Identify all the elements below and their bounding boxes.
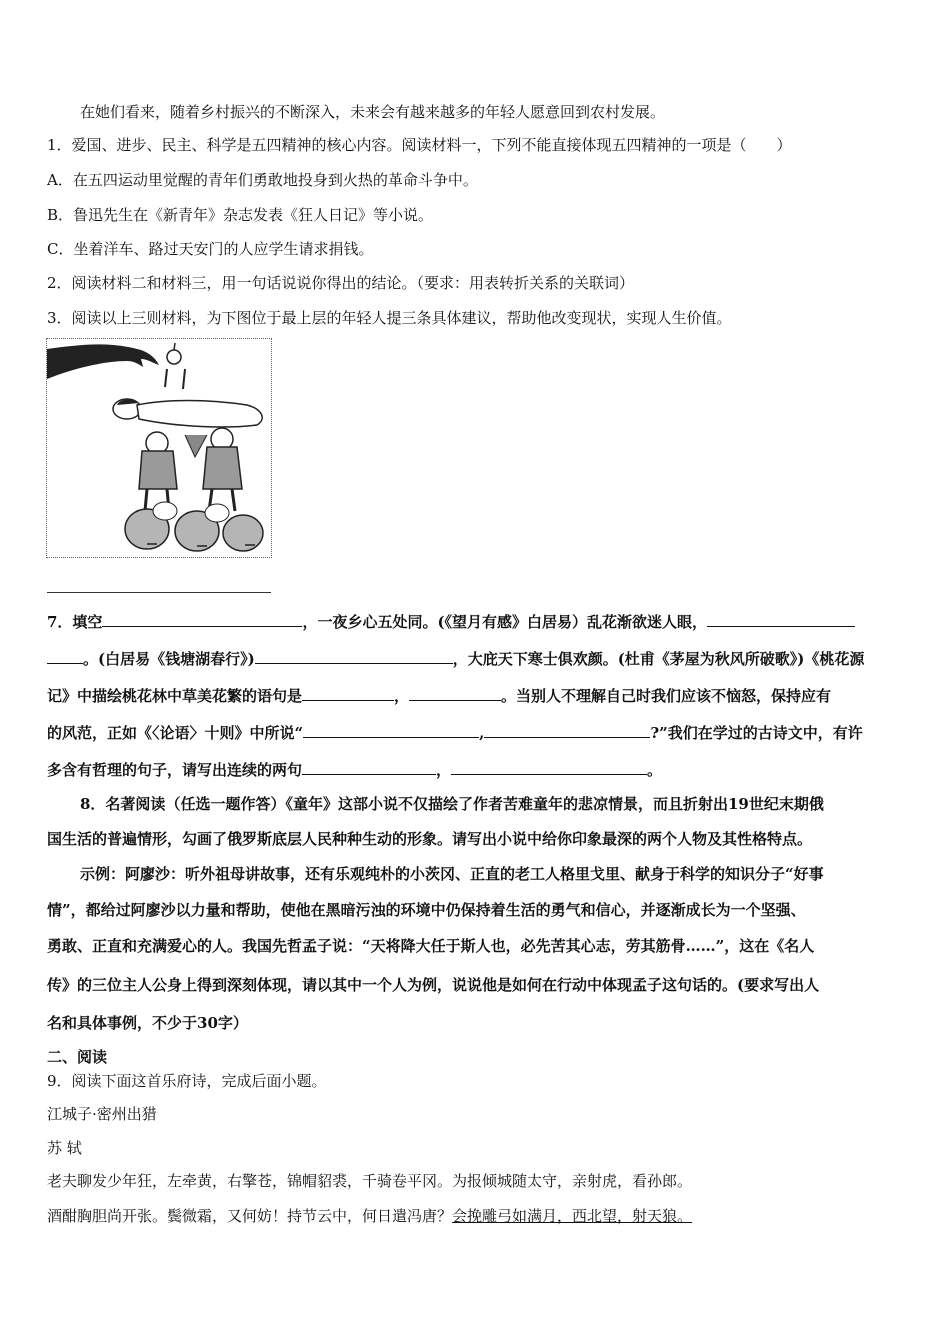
- question-8-line-5: 勇敢、正直和充满爱心的人。我国先哲孟子说：“天将降大任于斯人也，必先苦其心志，劳其筋骨……”，这在《名人: [47, 937, 815, 955]
- q7-text-4: 记》中描绘桃花林中草美花繁的语句是: [47, 687, 303, 705]
- cartoon-drawing: [47, 339, 271, 557]
- question-3: 3．阅读以上三则材料，为下图位于最上层的年轻人提三条具体建议，帮助他改变现状，实现人生价值。: [47, 309, 732, 327]
- q7-text-11: ，: [436, 761, 452, 779]
- poem-line-2: [47, 1206, 692, 1226]
- question-8-line-7: 名和具体事例，不少于30字）: [47, 1014, 248, 1032]
- q7-text-9: ?”我们在学过的古诗文中，有许: [650, 724, 863, 742]
- intro-line: 在她们看来，随着乡村振兴的不断深入，未来会有越来越多的年轻人愿意回到农村发展。: [80, 103, 666, 121]
- question-1-option-b: B．鲁迅先生在《新青年》杂志发表《狂人日记》等小说。: [47, 206, 434, 224]
- poem-title: 江城子·密州出猎: [47, 1105, 157, 1123]
- question-7-line-2: [47, 647, 864, 669]
- question-8-line-4: 情”，都给过阿廖沙以力量和帮助，使他在黑暗污浊的环境中仍保持着生活的勇气和信心，并逐渐成长为一个坚强、: [47, 901, 806, 919]
- question-8-line-6: 传》的三位主人公身上得到深刻体现，请以其中一个人为例，说说他是如何在行动中体现孟子这句话的。(要求写出人: [47, 976, 820, 994]
- question-8-line-3: 示例：阿廖沙：听外祖母讲故事，还有乐观纯朴的小茨冈、正直的老工人格里戈里、献身于科学的知识分子“好事: [80, 865, 824, 883]
- q7-blank-2[interactable]: [707, 610, 855, 627]
- question-1-stem: 1．爱国、进步、民主、科学是五四精神的核心内容。阅读材料一，下列不能直接体现五四精神的一项是（ ）: [47, 136, 792, 154]
- poem-line-1: 老夫聊发少年狂，左牵黄，右擎苍，锦帽貂裘，千骑卷平冈。为报倾城随太守，亲射虎，看孙郎。: [47, 1172, 693, 1190]
- cartoon-illustration: [46, 338, 272, 558]
- q7-blank-1[interactable]: [102, 610, 302, 627]
- question-9: 9．阅读下面这首乐府诗，完成后面小题。: [47, 1072, 327, 1090]
- poem-line-2a: 酒酣胸胆尚开张。鬓微霜，又何妨！持节云中，何日遣冯唐？: [47, 1207, 453, 1225]
- poem-line-2b-underlined: 会挽雕弓如满月，西北望，射天狼。: [452, 1207, 693, 1225]
- q7-blank-5[interactable]: [409, 684, 501, 701]
- poem-author: 苏 轼: [47, 1139, 82, 1157]
- q7-text-2: 。(白居易《钱塘湖春行》): [83, 650, 255, 668]
- q7-text-1: ，一夜乡心五处同。(《望月有感》白居易）乱花渐欲迷人眼，: [302, 613, 708, 631]
- question-7-line-4: [47, 721, 863, 743]
- question-1-option-a: A．在五四运动里觉醒的青年们勇敢地投身到火热的革命斗争中。: [47, 171, 478, 189]
- q7-text-3: ，大庇天下寒士俱欢颜。(杜甫《茅屋为秋风所破歌》)《桃花源: [452, 650, 865, 668]
- q7-blank-6[interactable]: [303, 721, 479, 738]
- q7-text-5: ，: [394, 687, 410, 705]
- question-7-line-1: [47, 610, 855, 632]
- q7-text-10: 多含有哲理的句子，请写出连续的两句: [47, 761, 303, 779]
- q7-text-8: ,: [479, 724, 485, 742]
- q7-text-6: 。当别人不理解自己时我们应该不恼怒，保持应有: [501, 687, 832, 705]
- q7-blank-3[interactable]: [255, 647, 453, 664]
- question-7-line-3: [47, 684, 831, 706]
- section-heading-reading: 二、阅读: [47, 1048, 108, 1066]
- question-8-line-2: 国生活的普遍情形，勾画了俄罗斯底层人民种种生动的形象。请写出小说中给你印象最深的两个人物及其性格特点。: [47, 830, 813, 848]
- question-8-line-1: 8．名著阅读（任选一题作答）《童年》这部小说不仅描绘了作者苦难童年的悲凉情景，而且折射出19世纪末期俄: [80, 795, 824, 813]
- q7-blank-4[interactable]: [302, 684, 394, 701]
- question-1-option-c: C．坐着洋车、路过天安门的人应学生请求捐钱。: [47, 240, 374, 258]
- answer-line[interactable]: [47, 592, 271, 593]
- q7-label: 7．填空: [47, 613, 103, 631]
- q7-blank-7[interactable]: [484, 721, 650, 738]
- q7-text-12: 。: [647, 761, 663, 779]
- q7-blank-2-cont[interactable]: [47, 647, 83, 664]
- question-7-line-5: [47, 758, 662, 780]
- q7-blank-9[interactable]: [451, 758, 647, 775]
- q7-blank-8[interactable]: [302, 758, 436, 775]
- q7-text-7: 的风范，正如《〈论语〉十则》中所说“: [47, 724, 304, 742]
- question-2: 2．阅读材料二和材料三，用一句话说说你得出的结论。（要求：用表转折关系的关联词）: [47, 274, 635, 292]
